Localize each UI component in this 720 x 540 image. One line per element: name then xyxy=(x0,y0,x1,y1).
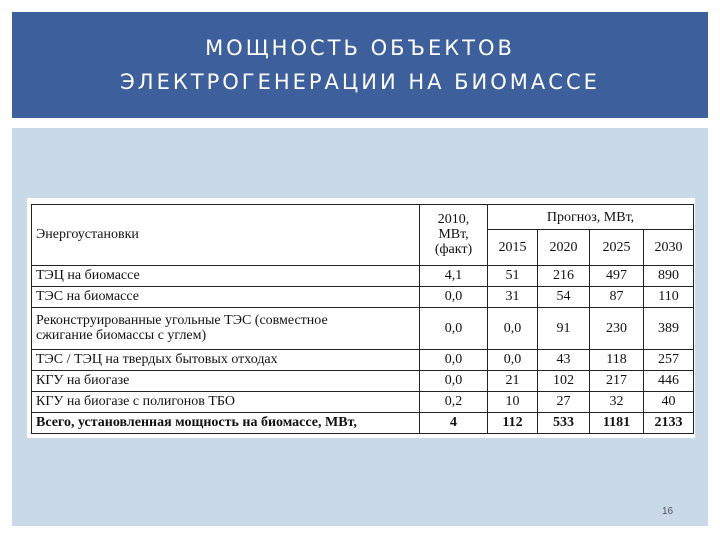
header-forecast: Прогноз, МВт, xyxy=(488,205,694,230)
cell-2015: 0,0 xyxy=(488,307,538,349)
cell-2030: 40 xyxy=(644,391,694,412)
header-energy-installations: Энергоустановки xyxy=(32,205,420,266)
table-row xyxy=(32,265,694,286)
cell-2020: 54 xyxy=(538,286,590,307)
row-name: ТЭС / ТЭЦ на твердых бытовых отходах xyxy=(32,349,420,370)
cell-2015: 10 xyxy=(488,391,538,412)
capacity-table xyxy=(31,204,694,434)
cell-2025: 32 xyxy=(590,391,644,412)
cell-2020: 27 xyxy=(538,391,590,412)
cell-2025: 230 xyxy=(590,307,644,349)
cell-fact: 0,0 xyxy=(420,349,488,370)
row-name xyxy=(32,307,420,349)
cell-2030: 890 xyxy=(644,265,694,286)
cell-2030: 257 xyxy=(644,349,694,370)
cell-2020: 533 xyxy=(538,412,590,433)
cell-fact: 0,2 xyxy=(420,391,488,412)
row-name: ТЭС на биомассе xyxy=(32,286,420,307)
cell-fact: 4,1 xyxy=(420,265,488,286)
cell-2020: 102 xyxy=(538,370,590,391)
table-row xyxy=(32,370,694,391)
table-row xyxy=(32,307,694,349)
table-total-row xyxy=(32,412,694,433)
header-year-2025: 2025 xyxy=(590,230,644,266)
row-name: КГУ на биогазе xyxy=(32,370,420,391)
row-name: КГУ на биогазе с полигонов ТБО xyxy=(32,391,420,412)
cell-2030: 2133 xyxy=(644,412,694,433)
cell-fact: 0,0 xyxy=(420,370,488,391)
cell-2030: 389 xyxy=(644,307,694,349)
cell-2025: 87 xyxy=(590,286,644,307)
cell-2025: 118 xyxy=(590,349,644,370)
cell-2020: 216 xyxy=(538,265,590,286)
cell-2020: 91 xyxy=(538,307,590,349)
cell-2025: 1181 xyxy=(590,412,644,433)
row-name: ТЭЦ на биомассе xyxy=(32,265,420,286)
header-year-2020: 2020 xyxy=(538,230,590,266)
cell-2020: 43 xyxy=(538,349,590,370)
row-name-line-1: Реконструированные угольные ТЭС (совместное xyxy=(36,313,328,329)
cell-2015: 0,0 xyxy=(488,349,538,370)
header-fact-line-3: (факт) xyxy=(434,242,473,258)
row-name: Всего, установленная мощность на биомассе, МВт, xyxy=(32,412,420,433)
header-fact-line-2: МВт, xyxy=(438,227,469,243)
cell-2015: 112 xyxy=(488,412,538,433)
cell-2025: 217 xyxy=(590,370,644,391)
table-row xyxy=(32,391,694,412)
table-row xyxy=(32,286,694,307)
title-banner xyxy=(12,12,708,118)
slide-title-line-2: ЭЛЕКТРОГЕНЕРАЦИИ НА БИОМАССЕ xyxy=(120,70,600,94)
table-row xyxy=(32,349,694,370)
cell-2030: 446 xyxy=(644,370,694,391)
cell-fact: 4 xyxy=(420,412,488,433)
row-name-line-2: сжигание биомассы с углем) xyxy=(36,328,207,344)
header-year-2015: 2015 xyxy=(488,230,538,266)
table-header-row xyxy=(32,205,694,230)
cell-fact: 0,0 xyxy=(420,307,488,349)
cell-2015: 51 xyxy=(488,265,538,286)
cell-2015: 21 xyxy=(488,370,538,391)
cell-2030: 110 xyxy=(644,286,694,307)
header-2010-fact xyxy=(420,205,488,266)
header-fact-line-1: 2010, xyxy=(437,212,470,228)
page-number: 16 xyxy=(662,506,674,517)
header-year-2030: 2030 xyxy=(644,230,694,266)
cell-fact: 0,0 xyxy=(420,286,488,307)
cell-2015: 31 xyxy=(488,286,538,307)
slide-title-line-1: МОЩНОСТЬ ОБЪЕКТОВ xyxy=(205,36,515,60)
cell-2025: 497 xyxy=(590,265,644,286)
